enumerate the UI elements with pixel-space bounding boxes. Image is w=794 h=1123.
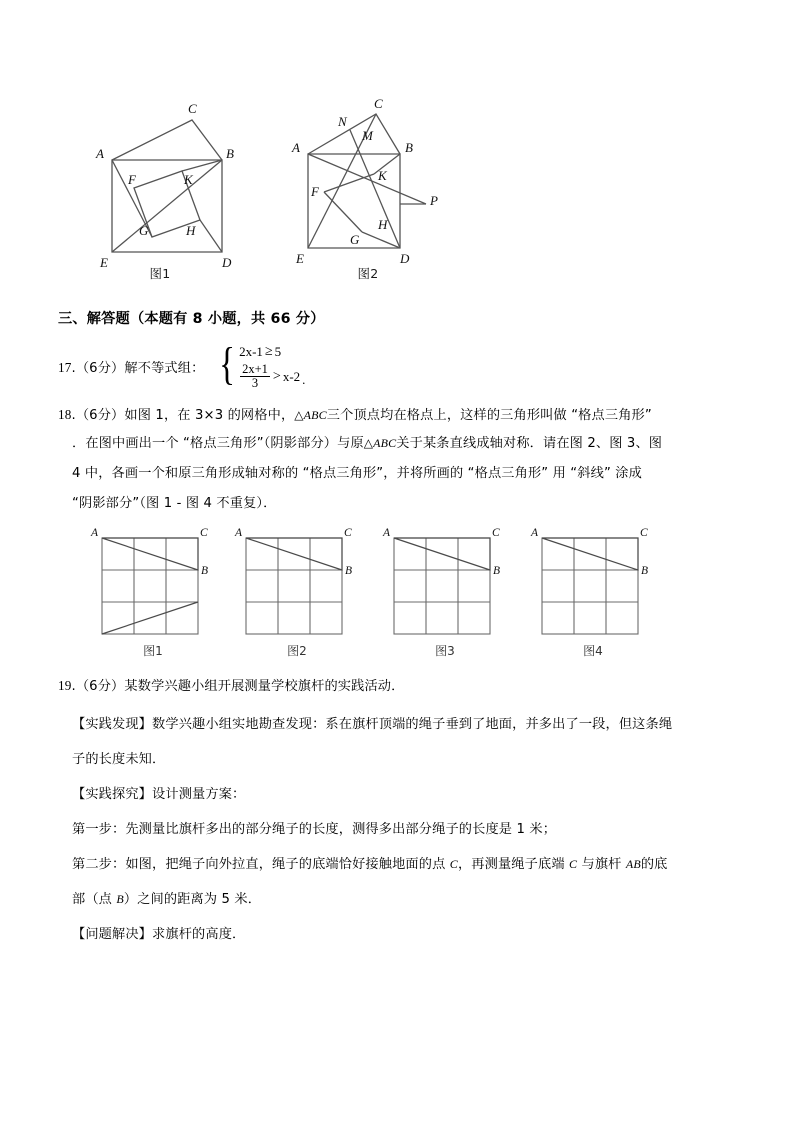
inequality-1-lhs: 2x-1 (239, 343, 263, 359)
question-17-inequality-system (216, 338, 305, 390)
brace-icon: { (219, 338, 236, 389)
grid-2-label-C: C (344, 527, 352, 539)
figure-2-label-E: E (296, 251, 304, 266)
figure-1-block (70, 92, 250, 281)
question-18-triangle-abc-2: △ABC (363, 436, 397, 450)
grid-figure-3-block (380, 524, 510, 658)
grid-figure-4-caption: 图4 (583, 644, 603, 658)
question-19-line1-text: .（6分）某数学兴趣小组开展测量学校旗杆的实践活动． (71, 679, 405, 694)
grid-figure-2 (232, 524, 362, 654)
figure-2-label-C: C (374, 96, 383, 111)
question-17-prefix: .（6分）解不等式组： (71, 361, 205, 376)
figure-2-label-D: D (400, 251, 410, 266)
question-19-line6-d: 与旗杆 (577, 857, 626, 872)
question-19-number: 19 (58, 678, 72, 693)
grid-3-label-A: A (383, 527, 391, 539)
question-19-point-c-1: C (449, 857, 458, 871)
grid-figure-4-block (528, 524, 658, 658)
grid-figure-2-caption: 图2 (287, 644, 307, 658)
figure-1-caption: 图1 (149, 266, 171, 281)
inequality-1-rhs: 5 (274, 343, 282, 359)
question-18-line2-b: 关于某条直线成轴对称．请在图 2、图 3、图 (396, 436, 663, 451)
figure-2-label-P: P (430, 193, 438, 208)
question-19-line-7 (72, 888, 261, 907)
figure-1-label-B: B (226, 146, 234, 161)
grid-3-label-C: C (492, 527, 500, 539)
section-heading: 三、解答题（本题有 8 小题，共 66 分） (58, 311, 325, 327)
question-19-line-2: 【实践发现】数学兴趣小组实地勘查发现：系在旗杆顶端的绳子垂到了地面，并多出了一段，但这条绳 (72, 717, 673, 732)
question-19-line7-a: 部（点 (72, 892, 117, 907)
figure-1-label-D: D (222, 255, 232, 270)
question-19-line-3: 子的长度未知． (72, 752, 166, 767)
question-18-line2-a: ．在图中画出一个 “格点三角形”（阴影部分）与原 (72, 436, 364, 451)
figure-2-caption: 图2 (357, 266, 379, 281)
question-19-line6-a: 第二步：如图，把绳子向外拉直，绳子的底端恰好接触地面的点 (72, 857, 450, 872)
figure-1-diagram (70, 92, 250, 272)
question-17-line (58, 357, 204, 376)
figure-2-label-M: M (362, 128, 373, 143)
question-18-line-1 (58, 404, 652, 423)
figure-1-label-G: G (139, 223, 149, 238)
inequality-row-2 (239, 364, 300, 389)
figure-1-label-K: K (184, 172, 193, 187)
fraction-denominator: 3 (251, 376, 259, 390)
grid-2-label-A: A (235, 527, 243, 539)
grid-3-label-B: B (493, 565, 501, 577)
grid-figure-1 (88, 524, 218, 654)
question-18-line-3: 4 中，各画一个和原三角形成轴对称的 “格点三角形”，并将所画的 “格点三角形” 用 “斜线” 涂成 (72, 466, 642, 481)
grid-figure-1-caption: 图1 (143, 644, 163, 658)
figure-2-label-G: G (350, 232, 360, 247)
question-19-line7-c: ）之间的距离为 5 米． (123, 892, 262, 907)
question-19-line-5: 第一步：先测量比旗杆多出的部分绳子的长度，测得多出部分绳子的长度是 1 米； (72, 822, 557, 837)
figure-1-label-H: H (186, 223, 196, 238)
inequality-1-relation: ≥ (264, 343, 273, 359)
grid-figure-3 (380, 524, 510, 654)
grid-1-label-C: C (200, 527, 208, 539)
question-19-line-8: 【问题解决】求旗杆的高度． (72, 927, 246, 942)
grid-4-label-B: B (641, 565, 649, 577)
question-19-point-b: B (116, 892, 124, 906)
question-19-line6-b: ，再测量绳子底端 (457, 857, 569, 872)
figure-2-label-N: N (338, 114, 347, 129)
grid-1-label-B: B (201, 565, 209, 577)
question-18-triangle-abc-1: △ABC (294, 408, 327, 422)
top-figure-row (60, 92, 460, 297)
grid-figure-2-block (232, 524, 362, 658)
inequality-row-1 (239, 339, 300, 364)
figure-2-label-K: K (378, 168, 387, 183)
question-17-number: 17 (58, 360, 72, 375)
inequality-2-relation: > (272, 368, 281, 384)
figure-2-label-H: H (378, 217, 388, 232)
question-19-segment-ab: AB (625, 857, 641, 871)
figure-2-block (278, 92, 458, 281)
figure-2-label-B: B (405, 140, 413, 155)
grid-figure-3-caption: 图3 (435, 644, 455, 658)
question-19-point-c-2: C (569, 857, 578, 871)
inequality-2-rhs: x-2 (282, 368, 301, 384)
inequality-period: . (302, 372, 306, 387)
figure-1-label-E: E (100, 255, 108, 270)
question-19-line-6 (72, 853, 668, 872)
question-18-line1-a: .（6分）如图 1，在 3×3 的网格中， (71, 408, 295, 423)
question-18-line1-b: 三个顶点均在格点上，这样的三角形叫做 “格点三角形” (326, 408, 652, 423)
figure-2-diagram (278, 92, 458, 272)
grid-figure-row (0, 524, 794, 664)
fraction-numerator: 2x+1 (242, 362, 268, 376)
grid-1-label-A: A (91, 527, 99, 539)
figure-1-label-C: C (188, 101, 197, 116)
grid-4-label-A: A (531, 527, 539, 539)
figure-2-label-F: F (311, 184, 319, 199)
grid-figure-4 (528, 524, 658, 654)
question-18-number: 18 (58, 407, 72, 422)
question-19-line-1 (58, 675, 404, 694)
question-18-line-2 (72, 432, 662, 451)
grid-4-label-C: C (640, 527, 648, 539)
grid-2-label-B: B (345, 565, 353, 577)
question-19-line-4: 【实践探究】设计测量方案： (72, 787, 246, 802)
figure-1-label-F: F (128, 172, 136, 187)
grid-figure-1-block (88, 524, 218, 658)
question-18-line-4: “阴影部分”（图 1 - 图 4 不重复）． (72, 496, 277, 511)
fraction (240, 363, 270, 390)
question-19-line6-e: 的底 (640, 857, 668, 872)
figure-2-label-A: A (292, 140, 300, 155)
figure-1-label-A: A (96, 146, 104, 161)
